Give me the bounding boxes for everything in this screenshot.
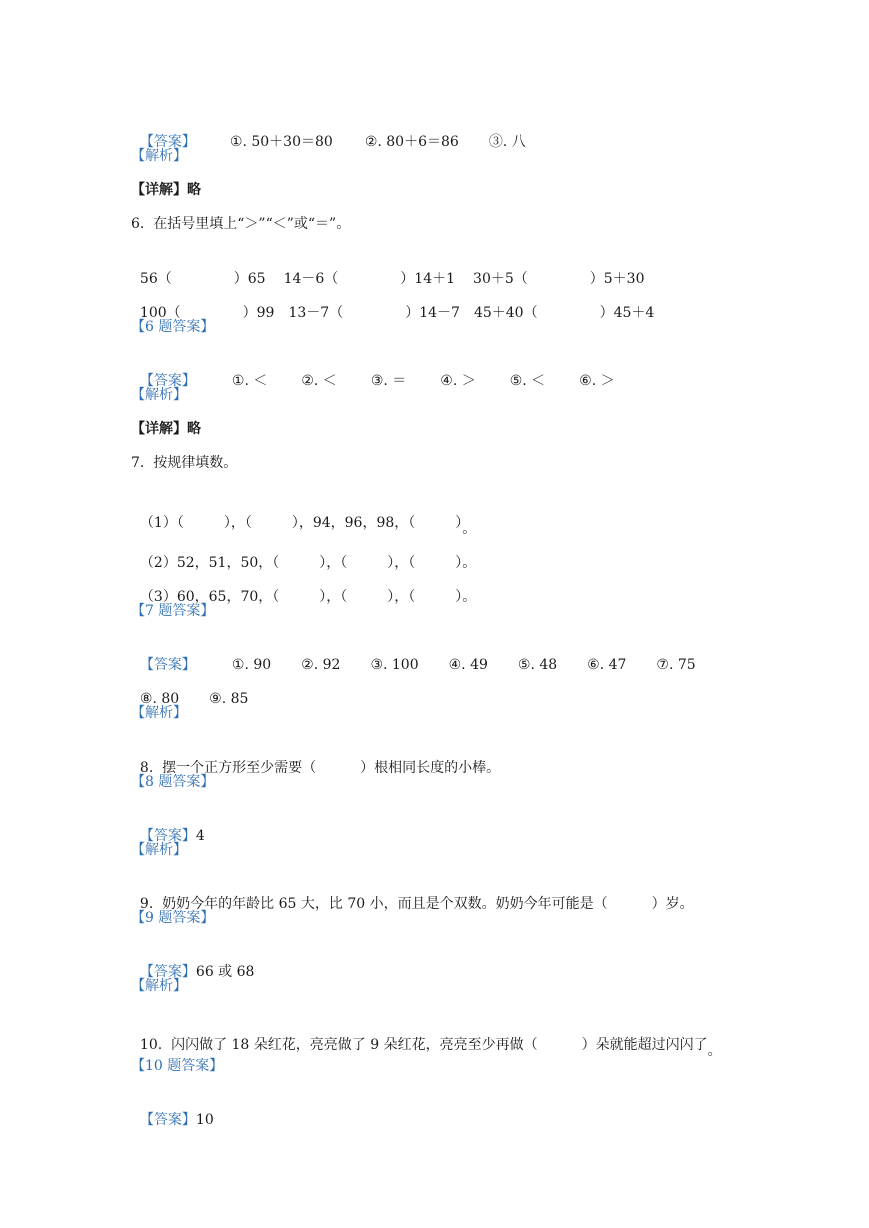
question-text: ）朵就能超过闪闪了	[581, 1037, 708, 1053]
answer-item: ⑤. 48	[517, 657, 558, 673]
answer-item: ④. 49	[448, 657, 488, 673]
blank-left: 56（	[139, 271, 172, 287]
answer-item: ③. ＝	[370, 373, 407, 389]
answer-item: ④. ＞	[440, 373, 476, 389]
answer-item: ⑨. 85	[209, 691, 249, 707]
answer-item: ②. 80＋6＝86	[364, 134, 459, 150]
answer-item: ③. 八	[488, 134, 526, 150]
sub-text: ）	[455, 515, 463, 531]
sub-text: （3）60，65，70，（	[139, 589, 280, 605]
question-text: ）根相同长度的小棒。	[360, 760, 501, 776]
question-text: ）岁。	[651, 896, 694, 912]
answer-item: ⑥. ＞	[579, 373, 615, 389]
sub-text: ），（	[387, 589, 416, 605]
answer-item: ②. ＜	[301, 373, 337, 389]
sub-text: （1）（	[139, 515, 184, 531]
answer-tag: 【答案】	[139, 373, 196, 389]
sub-text: ），（	[319, 555, 348, 571]
question-text: 10. 闪闪做了 18 朵红花，亮亮做了 9 朵红花，亮亮至少再做（	[139, 1037, 538, 1053]
q5-detail: 【详解】略	[131, 182, 201, 198]
q7-answer-header: 【7 题答案】	[131, 603, 215, 619]
q6-question: 6. 在括号里填上“＞”“＜”或“＝”。	[131, 216, 351, 232]
blank-right: ）45＋4	[599, 305, 655, 321]
answer-item: ⑦. 75	[656, 657, 696, 673]
q6-detail: 【详解】略	[131, 421, 201, 437]
blank-left: 14－6（	[283, 271, 339, 287]
answer-item: ⑧. 80	[139, 691, 180, 707]
sub-text: ）。	[455, 589, 477, 605]
blank-left: 100（	[139, 305, 181, 321]
question-text: 8. 摆一个正方形至少需要（	[139, 760, 317, 776]
blank-left: 30＋5（	[473, 271, 528, 287]
sub-text: 。	[462, 521, 477, 537]
q7-analysis-tag: 【解析】	[131, 705, 187, 721]
answer-value: 10	[195, 1112, 214, 1128]
answer-item: ①. ＜	[231, 373, 268, 389]
answer-value: 4	[195, 828, 205, 844]
q10-question	[131, 1015, 722, 1059]
answer-item: ②. 92	[301, 657, 341, 673]
q6-analysis-tag: 【解析】	[131, 387, 187, 403]
q6-answer-header: 【6 题答案】	[131, 319, 215, 335]
sub-text: ）。	[455, 555, 477, 571]
blank-left: 13－7（	[288, 305, 344, 321]
q10-answer-header: 【10 题答案】	[131, 1058, 224, 1074]
q8-analysis-tag: 【解析】	[131, 842, 187, 858]
q7-sub1	[131, 493, 477, 537]
q9-analysis-tag: 【解析】	[131, 978, 187, 994]
q5-answer-line	[131, 112, 526, 152]
blank-right: ）14－7	[405, 305, 460, 321]
blank-right: ）99	[242, 305, 275, 321]
answer-tag: 【答案】	[139, 657, 196, 673]
answer-item: ①. 90	[231, 657, 272, 673]
answer-value: 66 或 68	[195, 964, 255, 980]
sub-text: ），（	[387, 555, 416, 571]
answer-item: ⑤. ＜	[509, 373, 546, 389]
answer-tag: 【答案】	[139, 134, 196, 150]
q9-answer-header: 【9 题答案】	[131, 910, 215, 926]
sub-text: （2）52，51，50，（	[139, 555, 280, 571]
sub-text: ），94，96，98，（	[291, 515, 416, 531]
blank-right: ）14＋1	[400, 271, 456, 287]
question-text: 。	[707, 1043, 722, 1059]
blank-right: ）65	[233, 271, 266, 287]
sub-text: ），（	[223, 515, 252, 531]
answer-tag: 【答案】	[139, 1112, 196, 1128]
answer-item: ⑥. 47	[587, 657, 627, 673]
q6-answer-line	[131, 351, 615, 391]
answer-tag: 【答案】	[139, 828, 196, 844]
question-text: 9. 奶奶今年的年龄比 65 大，比 70 小，而且是个双数。奶奶今年可能是（	[139, 896, 608, 912]
q5-analysis-tag: 【解析】	[131, 148, 187, 164]
q7-question: 7. 按规律填数。	[131, 455, 238, 471]
sub-text: ），（	[319, 589, 348, 605]
q10-answer-line	[131, 1090, 214, 1130]
answer-tag: 【答案】	[139, 964, 196, 980]
answer-item: ③. 100	[370, 657, 419, 673]
q8-answer-header: 【8 题答案】	[131, 774, 215, 790]
blank-left: 45＋40（	[473, 305, 538, 321]
answer-item: ①. 50＋30＝80	[229, 134, 333, 150]
blank-right: ）5＋30	[589, 271, 645, 287]
q9-question	[131, 874, 694, 914]
